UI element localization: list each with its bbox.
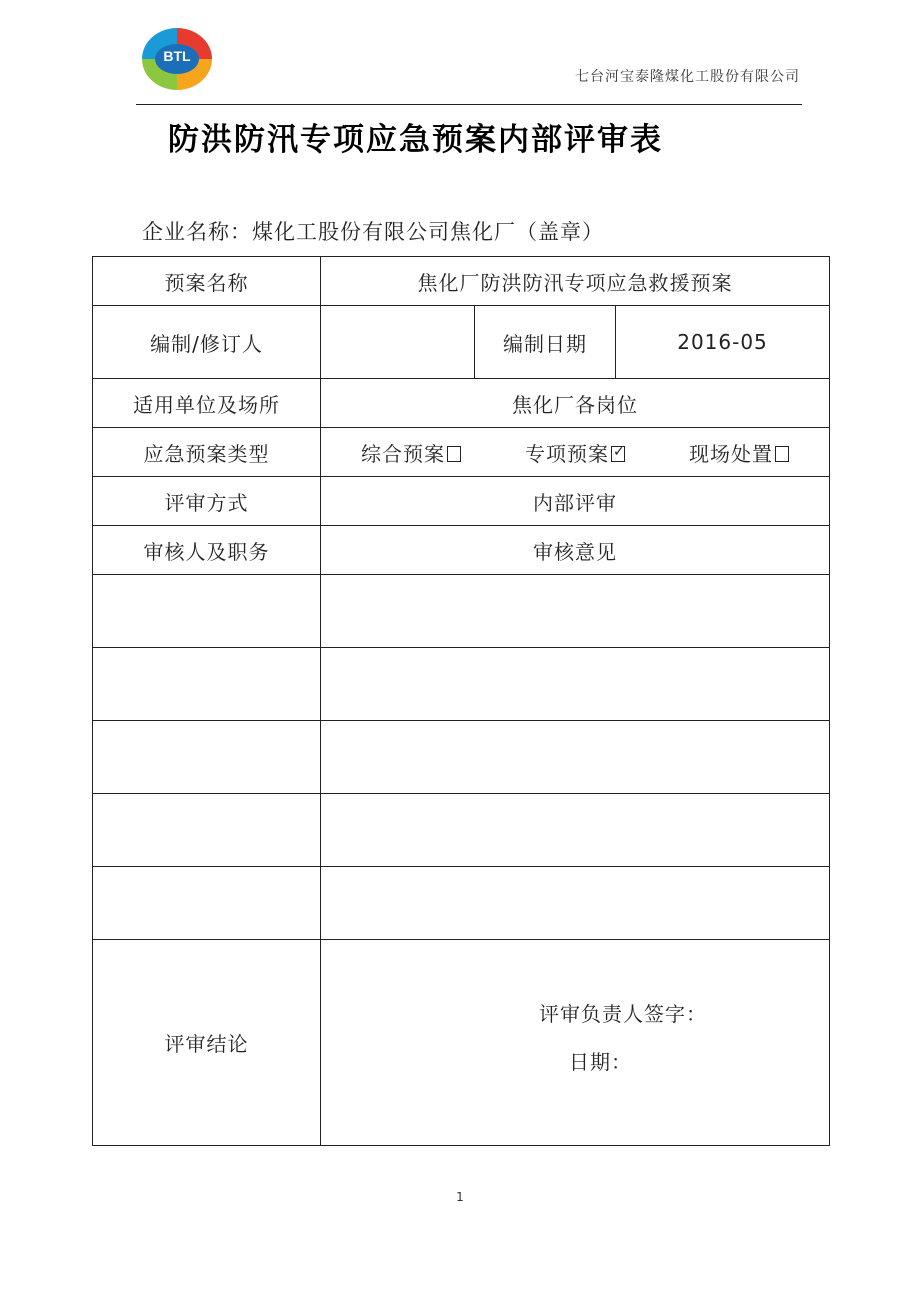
- company-logo: [140, 26, 214, 92]
- checkbox-icon: [447, 446, 461, 462]
- plan-type-options: [321, 428, 830, 477]
- checkbox-icon: [775, 446, 789, 462]
- enterprise-line: [142, 216, 604, 246]
- reviewer-cell: [93, 721, 321, 794]
- plan-type-row: [93, 428, 830, 477]
- reviewer-cell: [93, 648, 321, 721]
- opinion-cell: [321, 721, 830, 794]
- table-row: [93, 575, 830, 648]
- date-value: 2016-05: [616, 306, 830, 379]
- reviewer-cell: [93, 867, 321, 940]
- sign-date-label: 日期：: [569, 1050, 632, 1074]
- type-option-onsite: [689, 438, 789, 467]
- opinion-cell: [321, 794, 830, 867]
- table-row: [93, 794, 830, 867]
- opinion-cell: [321, 867, 830, 940]
- type-option-label: 现场处置: [689, 441, 773, 466]
- editor-row: [93, 306, 830, 379]
- type-option-comprehensive: [361, 438, 461, 467]
- review-table: [92, 256, 830, 1146]
- type-option-label: 专项预案: [525, 441, 609, 466]
- plan-type-label: 应急预案类型: [93, 428, 321, 477]
- header-divider: [136, 104, 802, 105]
- table-row: [93, 648, 830, 721]
- conclusion-cell: [321, 940, 830, 1146]
- opinion-cell: [321, 575, 830, 648]
- editor-value: [321, 306, 475, 379]
- stamp-note: （盖章）: [516, 220, 604, 244]
- opinion-header: 审核意见: [321, 526, 830, 575]
- date-label: 编制日期: [475, 306, 616, 379]
- scope-value: 焦化厂各岗位: [321, 379, 830, 428]
- conclusion-label: 评审结论: [93, 940, 321, 1146]
- reviewer-header-row: [93, 526, 830, 575]
- page-number: 1: [456, 1190, 464, 1204]
- review-method-label: 评审方式: [93, 477, 321, 526]
- review-method-value: 内部评审: [321, 477, 830, 526]
- checkbox-checked-icon: [611, 443, 626, 462]
- plan-name-value: 焦化厂防洪防汛专项应急救援预案: [321, 257, 830, 306]
- reviewer-header: 审核人及职务: [93, 526, 321, 575]
- enterprise-label: 企业名称：: [142, 220, 252, 244]
- type-option-label: 综合预案: [361, 441, 445, 466]
- table-row: [93, 867, 830, 940]
- table-row: [93, 721, 830, 794]
- editor-label: 编制/修订人: [93, 306, 321, 379]
- review-method-row: [93, 477, 830, 526]
- company-header: 七台河宝泰隆煤化工股份有限公司: [575, 69, 800, 85]
- document-title: 防洪防汛专项应急预案内部评审表: [168, 122, 663, 158]
- check-mark-icon: ✓: [613, 443, 626, 460]
- opinion-cell: [321, 648, 830, 721]
- enterprise-name: 煤化工股份有限公司焦化厂: [252, 220, 516, 244]
- scope-label: 适用单位及场所: [93, 379, 321, 428]
- type-option-special: [525, 438, 625, 467]
- reviewer-cell: [93, 575, 321, 648]
- plan-name-row: [93, 257, 830, 306]
- conclusion-row: [93, 940, 830, 1146]
- plan-name-label: 预案名称: [93, 257, 321, 306]
- reviewer-cell: [93, 794, 321, 867]
- scope-row: [93, 379, 830, 428]
- logo-text: BTL: [163, 48, 191, 64]
- signature-label: 评审负责人签字：: [539, 1002, 707, 1026]
